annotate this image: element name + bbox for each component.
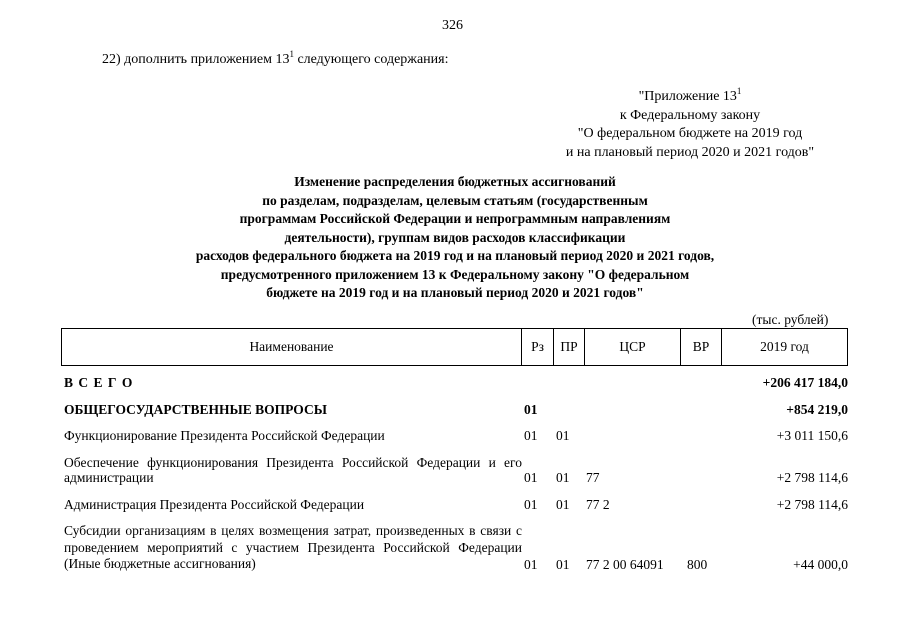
row-amount: +206 417 184,0 (762, 375, 848, 390)
row-amount: +2 798 114,6 (776, 497, 848, 512)
row-rz: 01 (524, 402, 538, 417)
appendix-heading (540, 88, 840, 162)
column-header-year: 2019 год (760, 339, 809, 354)
row-name: ОБЩЕГОСУДАРСТВЕННЫЕ ВОПРОСЫ (64, 402, 327, 417)
row-rz: 01 (524, 557, 538, 572)
row-rz: 01 (524, 428, 538, 443)
row-csr: 77 2 00 64091 (586, 557, 664, 572)
intro-text: 22) дополнить приложением 13 (102, 52, 290, 67)
column-header-rz: Рз (531, 339, 544, 354)
row-amount: +854 219,0 (786, 402, 848, 417)
column-header-pr: ПР (560, 339, 578, 354)
title-line: бюджете на 2019 год и на плановый период 2020 и 2021 годов" (266, 285, 644, 300)
intro-rest: следующего содержания: (293, 52, 449, 67)
row-name: Субсидии организациям в целях возмещения затрат, произведенных в связи с проведением мероприятий с участием Президента Российской Федерации (Иные бюджетные ассигнования) (64, 523, 522, 571)
document-title (130, 173, 780, 303)
table-header (61, 328, 848, 366)
title-line: расходов федерального бюджета на 2019 год и на плановый период 2020 и 2021 годов, (195, 248, 715, 263)
row-amount: +2 798 114,6 (776, 470, 848, 485)
row-name: Обеспечение функционирования Президента Российской Федерации и его администрации (64, 455, 522, 485)
title-line: Изменение распределения бюджетных ассигнований (294, 174, 616, 189)
row-rz: 01 (524, 497, 538, 512)
row-name: В С Е Г О (64, 375, 134, 390)
title-line: программам Российской Федерации и непрограммным направлениям (239, 211, 671, 226)
title-line: по разделам, подразделам, целевым статьям (государственным (262, 192, 648, 208)
row-pr: 01 (556, 497, 570, 512)
row-pr: 01 (556, 428, 570, 443)
appendix-line-1: "Приложение $13^1$ (638, 86, 742, 104)
page-number: 326 (442, 18, 463, 33)
appendix-line-2: к Федеральному закону (619, 107, 761, 123)
row-pr: 01 (556, 557, 570, 572)
title-line: предусмотренного приложением 13 к Федеральному закону "О федеральном (220, 266, 690, 282)
column-header-vr: ВР (692, 339, 710, 354)
row-amount: +44 000,0 (793, 557, 848, 572)
row-rz: 01 (524, 470, 538, 485)
row-vr: 800 (687, 557, 708, 572)
appendix-line-4: и на плановый период 2020 и 2021 годов" (565, 144, 815, 160)
column-header-name: Наименование (249, 339, 334, 354)
column-header-csr: ЦСР (619, 339, 646, 354)
units-label: (тыс. рублей) (752, 312, 829, 327)
intro-sup: 1 (289, 49, 294, 59)
row-amount: +3 011 150,6 (776, 428, 848, 443)
row-pr: 01 (556, 470, 570, 485)
row-name: Функционирование Президента Российской Федерации (64, 428, 385, 443)
title-line: деятельности), группам видов расходов классификации (284, 229, 626, 245)
appendix-line-3: "О федеральном бюджете на 2019 год (577, 126, 803, 141)
intro-line (102, 49, 449, 68)
row-name: Администрация Президента Российской Федерации (64, 497, 365, 512)
row-csr: 77 (586, 470, 600, 485)
row-csr: 77 2 (586, 497, 610, 512)
